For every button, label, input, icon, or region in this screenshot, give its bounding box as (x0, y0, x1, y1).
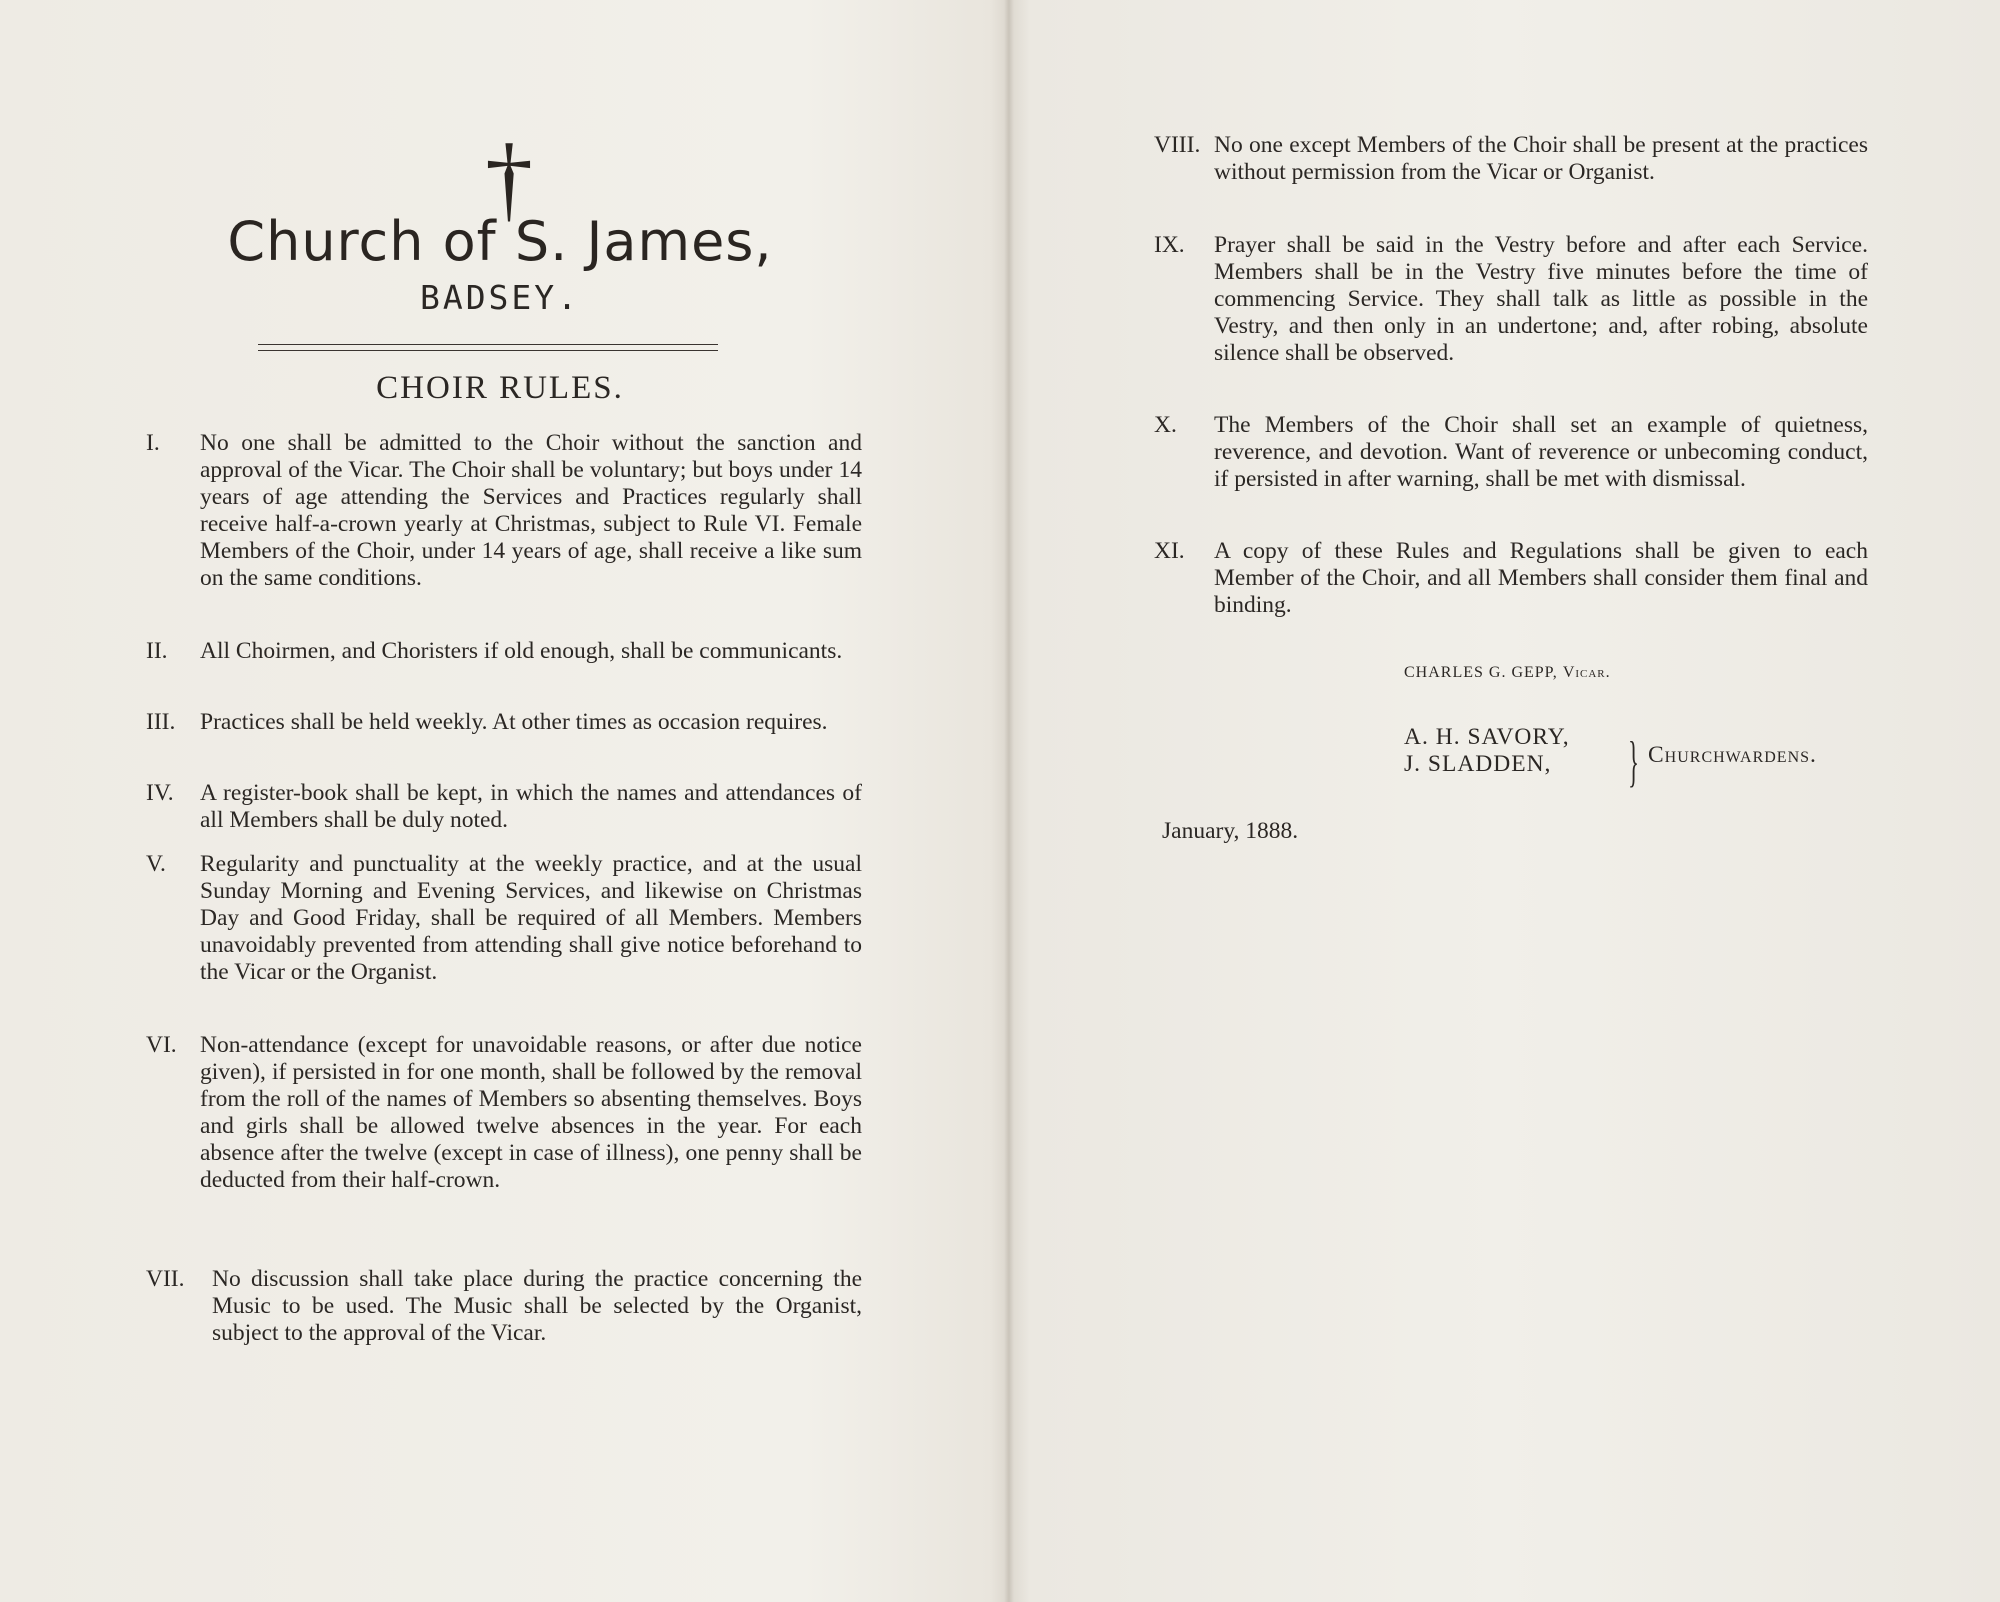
rule-item (1154, 132, 1868, 186)
rule-item (1154, 232, 1868, 367)
center-fold (1004, 0, 1014, 1602)
rule-item (146, 638, 862, 665)
vicar-signature (1404, 664, 1611, 682)
rule-numeral: IX. (1154, 232, 1185, 258)
rule-numeral: VI. (146, 1032, 177, 1058)
churchwarden-names (1404, 724, 1570, 778)
rule-text: The Members of the Choir shall set an example of quietness, reverence, and devotion. Want of reverence or unbecoming conduct, if persisted in after warning, shall be met with dismissal. (1214, 412, 1868, 492)
church-title: Church of S. James, (227, 210, 773, 273)
rule-numeral: X. (1154, 412, 1177, 438)
rule-text: No one except Members of the Choir shall be present at the practices without permission from the Vicar or Organist. (1214, 132, 1868, 185)
document-date: January, 1888. (1162, 818, 1299, 844)
rule-text: No discussion shall take place during the practice concerning the Music to be used. The Music shall be selected by the Organist, subject to the approval of the Vicar. (212, 1266, 862, 1346)
rule-item (1154, 412, 1868, 493)
rule-text: A copy of these Rules and Regulations shall be given to each Member of the Choir, and all Members shall consider them final and binding. (1214, 538, 1868, 618)
rule-numeral: III. (146, 709, 176, 735)
rule-text: All Choirmen, and Choristers if old enough, shall be communicants. (200, 638, 843, 664)
vicar-name: CHARLES G. GEPP, (1404, 664, 1558, 681)
rule-item (146, 430, 862, 592)
churchwardens-role: Churchwardens. (1648, 742, 1817, 768)
rule-item (146, 780, 862, 834)
rule-numeral: IV. (146, 780, 174, 806)
rule-item (146, 709, 862, 736)
title-divider (258, 344, 718, 351)
vicar-role: Vicar. (1562, 664, 1611, 681)
rule-text: Prayer shall be said in the Vestry before and after each Service. Members shall be in the Vestry five minutes before the time of commencing Service. They shall talk as little as possible in the Vestry, and then only in an undertone; and, after robing, absolute silence shall be observed. (1214, 232, 1868, 366)
right-page (1154, 0, 1874, 1602)
rule-numeral: II. (146, 638, 168, 664)
rule-text: No one shall be admitted to the Choir without the sanction and approval of the Vicar. The Choir shall be voluntary; but boys under 14 years of age attending the Services and Practices regularly shall receive half-a-crown yearly at Christmas, subject to Rule VI. Female Members of the Choir, under 14 years of age, shall receive a like sum on the same conditions. (200, 430, 862, 591)
warden-name: A. H. SAVORY, (1404, 724, 1570, 750)
left-page (140, 0, 860, 1602)
rule-item (146, 1032, 862, 1194)
rule-numeral: VII. (146, 1266, 185, 1292)
place-name: BADSEY. (419, 278, 581, 317)
rule-item (1154, 538, 1868, 619)
brace-icon: } (1628, 731, 1639, 793)
rule-item (146, 1266, 862, 1347)
rule-item (146, 851, 862, 986)
warden-name: J. SLADDEN, (1404, 751, 1552, 777)
section-title: CHOIR RULES. (376, 370, 624, 406)
rule-numeral: VIII. (1154, 132, 1201, 158)
rule-numeral: V. (146, 851, 166, 877)
cross-icon: † (485, 124, 533, 231)
rule-text: Practices shall be held weekly. At other times as occasion requires. (200, 709, 828, 735)
rule-numeral: I. (146, 430, 160, 456)
rule-text: A register-book shall be kept, in which the names and attendances of all Members shall be duly noted. (200, 780, 862, 833)
rule-text: Non-attendance (except for unavoidable reasons, or after due notice given), if persisted in for one month, shall be followed by the removal from the roll of the names of Members so absenting themselves. Boys and girls shall be allowed twelve absences in the year. For each absence after the twelve (except in case of illness), one penny shall be deducted from their half-crown. (200, 1032, 862, 1193)
rule-numeral: XI. (1154, 538, 1185, 564)
rule-text: Regularity and punctuality at the weekly practice, and at the usual Sunday Morning and Evening Services, and likewise on Christmas Day and Good Friday, shall be required of all Members. Members unavoidably prevented from attending shall give notice beforehand to the Vicar or the Organist. (200, 851, 862, 985)
